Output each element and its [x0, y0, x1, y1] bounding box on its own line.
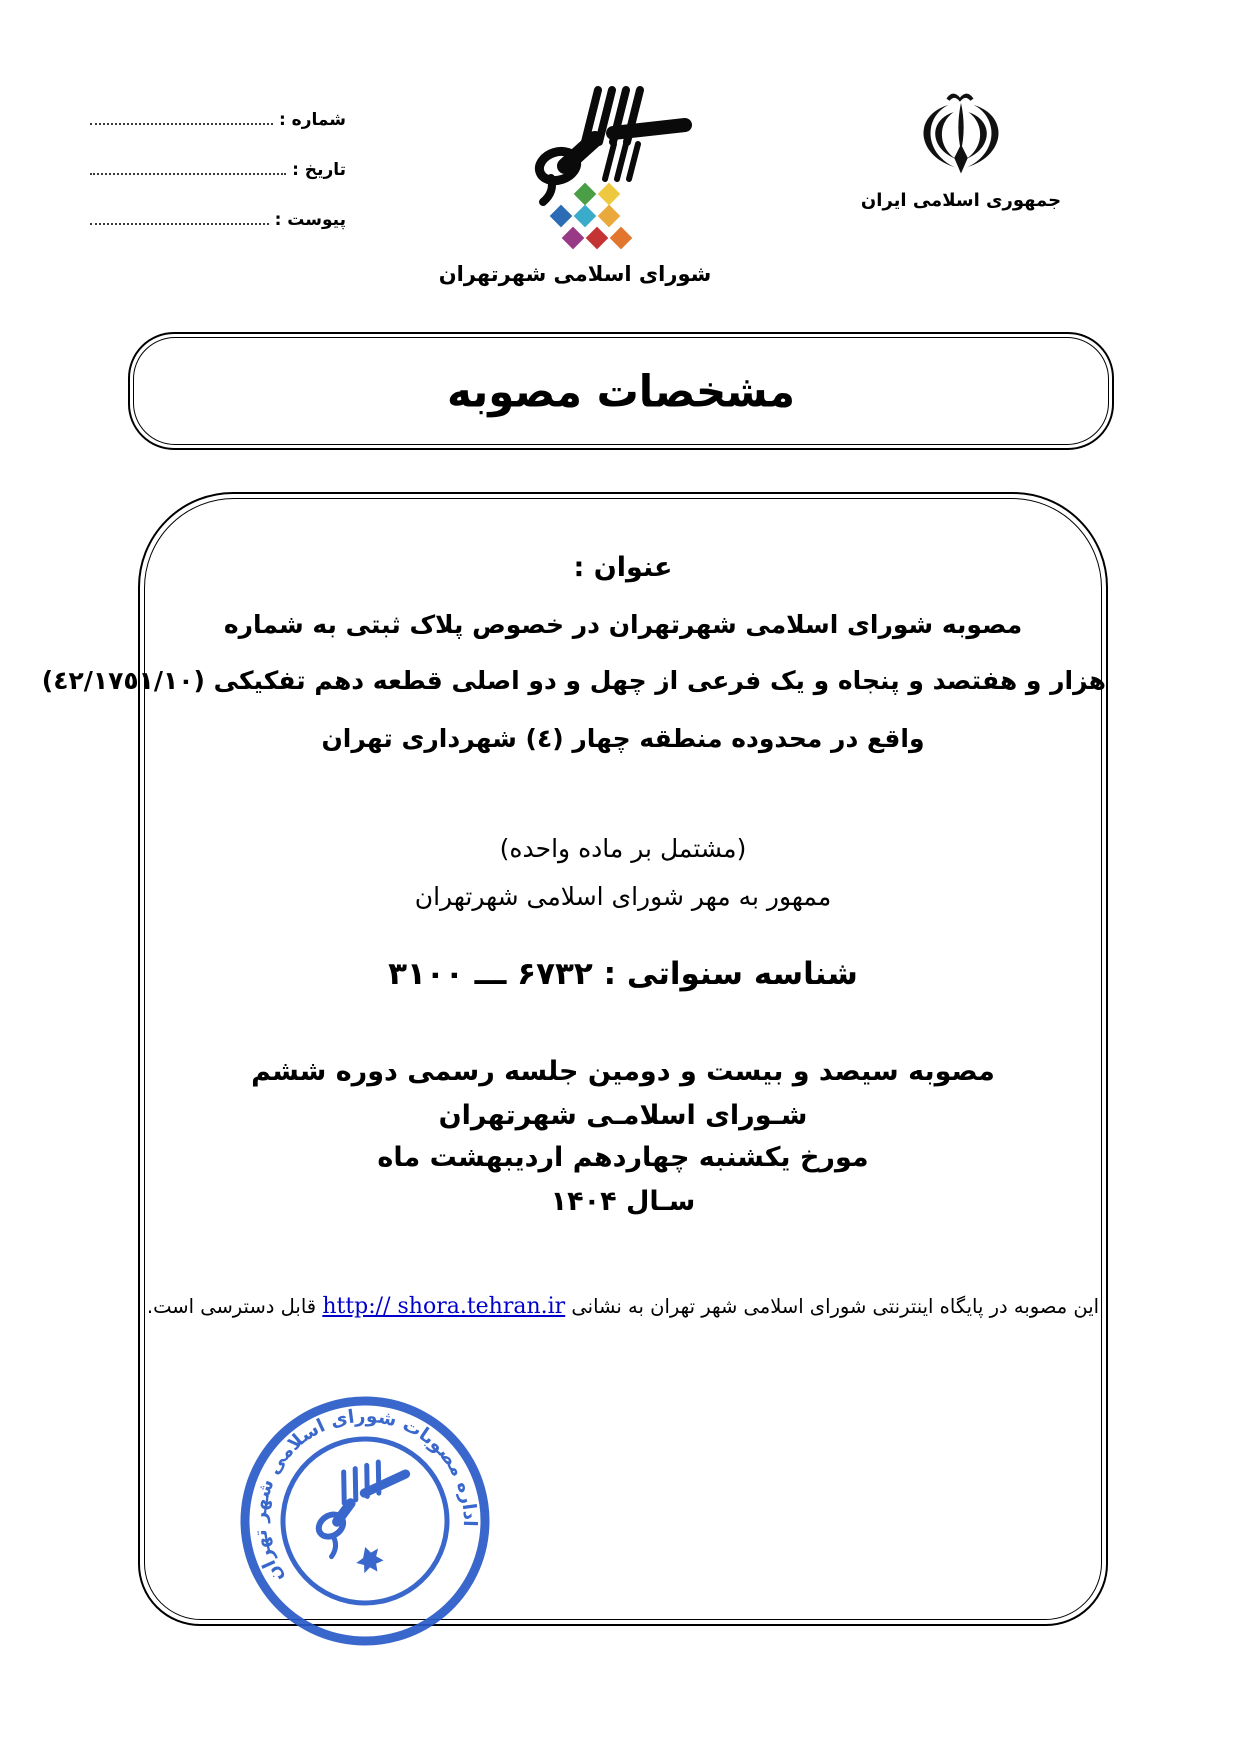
iran-emblem — [858, 86, 1064, 211]
council-logo — [430, 84, 720, 286]
number-label: شماره : — [278, 110, 346, 131]
number-field — [88, 106, 346, 130]
date-dotted-line — [90, 173, 286, 175]
session-line-1: مصوبه سیصد و بیست و دومین جلسه رسمی دوره ششم — [251, 1056, 995, 1087]
resolution-title-line-2: هزار و هفتصد و پنجاه و یک فرعی از چهل و دو اصلی قطعه دهم تفکیکی (٤٢/١٧٥١/١٠) — [41, 666, 1106, 695]
iran-emblem-caption: جمهوری اسلامی ایران — [860, 190, 1062, 211]
page-title: مشخصات مصوبه — [447, 365, 795, 417]
council-logo-icon — [445, 84, 705, 256]
stamp-circular-text: اداره مصوبات شورای اسلامی شهر تهران — [249, 1405, 481, 1587]
stamp-flower — [353, 1543, 386, 1576]
attachment-dotted-line — [90, 223, 269, 225]
session-line-2: شـورای اسلامـی شهرتهران — [438, 1100, 808, 1131]
section-heading: عنوان : — [573, 552, 673, 583]
availability-note-after: قابل دسترسی است. — [146, 1295, 323, 1318]
session-line-3: مورخ یکشنبه چهاردهم اردیبهشت ماه — [377, 1142, 869, 1173]
logo-mosaic — [550, 183, 633, 250]
council-stamp-icon — [200, 1356, 529, 1685]
availability-note-before: این مصوبه در پایگاه اینترنتی شورای اسلامی شهر تهران به نشانی — [565, 1295, 1100, 1318]
header-fields — [88, 106, 346, 256]
annual-id-line: شناسه سنواتی : ۶۷۳۲ ـــ ۳۱۰۰ — [388, 956, 858, 992]
availability-note — [140, 1294, 1106, 1319]
resolution-title-line-1: مصوبه شورای اسلامی شهرتهران در خصوص پلاک ثبتی به شماره — [223, 610, 1023, 639]
iran-emblem-icon — [909, 86, 1013, 182]
number-dotted-line — [90, 123, 273, 125]
title-banner — [128, 332, 1114, 450]
council-stamp — [232, 1388, 498, 1654]
date-label: تاریخ : — [292, 160, 346, 181]
resolution-box — [41, 492, 1108, 1626]
attachment-field — [88, 206, 346, 230]
session-line-4: سـال ۱۴۰۴ — [550, 1186, 696, 1217]
attachment-label: پیوست : — [274, 210, 346, 231]
date-field — [88, 156, 346, 180]
council-logo-caption: شورای اسلامی شهرتهران — [438, 262, 712, 286]
shora-tehran-link[interactable]: http:// shora.tehran.ir — [322, 1294, 566, 1319]
resolution-title-line-3: واقع در محدوده منطقه چهار (٤) شهرداری تهران — [321, 724, 925, 753]
subtitle-line-2: ممهور به مهر شورای اسلامی شهرتهران — [414, 882, 832, 911]
subtitle-line-1: (مشتمل بر ماده واحده) — [499, 834, 747, 863]
